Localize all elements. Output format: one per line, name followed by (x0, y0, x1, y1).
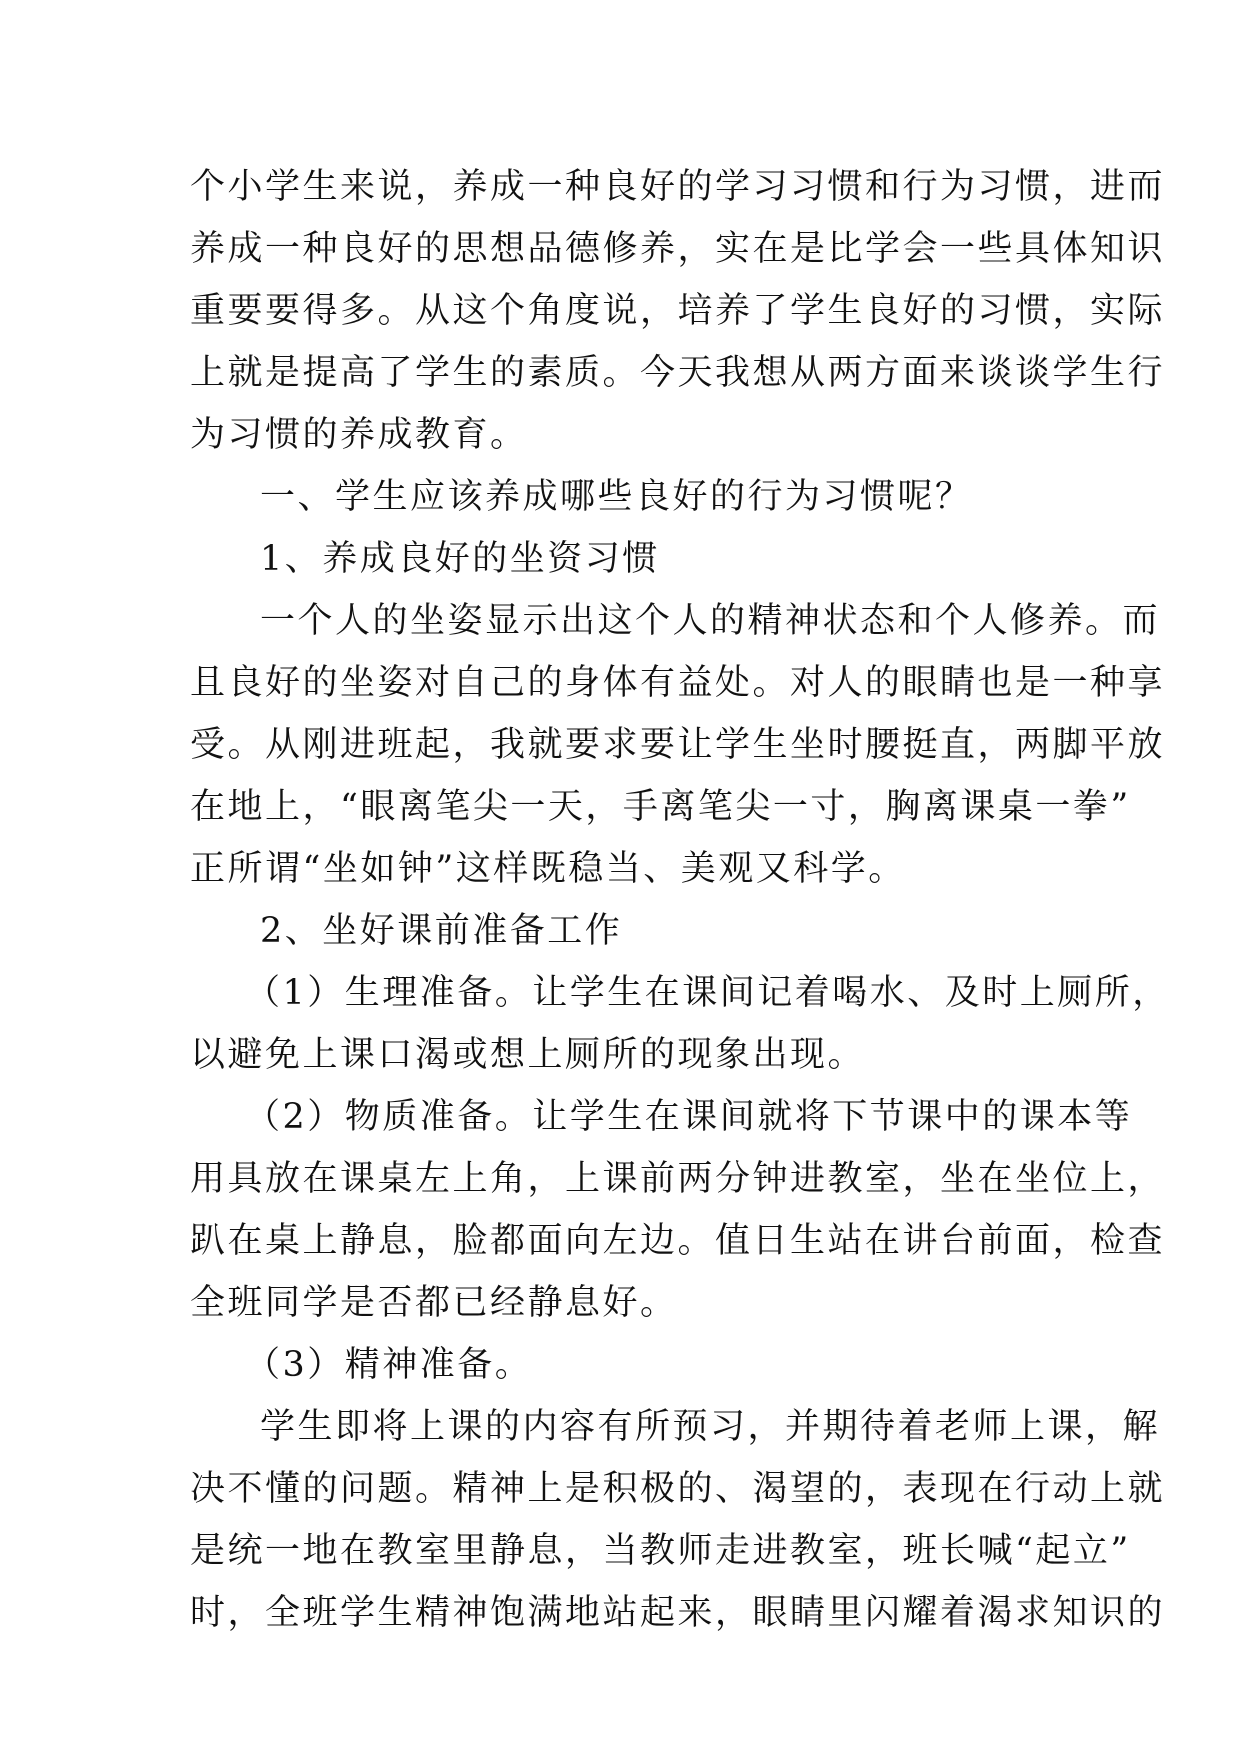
text-line: 正所谓“坐如钟”这样既稳当、美观又科学。 (190, 849, 906, 889)
section-heading: 一、学生应该养成哪些良好的行为习惯呢？ (260, 477, 973, 517)
list-item: （2）物质准备。让学生在课间就将下节课中的课本等 (245, 1097, 1133, 1137)
text-line: 学生即将上课的内容有所预习，并期待着老师上课，解 (260, 1407, 1161, 1447)
text-line: 是统一地在教室里静息，当教师走进教室，班长喊“起立” (190, 1531, 1131, 1571)
text-line: 全班同学是否都已经静息好。 (190, 1283, 678, 1323)
text-line: 受。从刚进班起，我就要求要让学生坐时腰挺直，两脚平放 (190, 725, 1166, 765)
text-line: 一个人的坐姿显示出这个人的精神状态和个人修养。而 (260, 601, 1161, 641)
list-item: （3）精神准备。 (245, 1345, 533, 1385)
text-line: 决不懂的问题。精神上是积极的、渴望的，表现在行动上就 (190, 1469, 1166, 1509)
text-line: 养成一种良好的思想品德修养，实在是比学会一些具体知识 (190, 229, 1166, 269)
text-line: 重要要得多。从这个角度说，培养了学生良好的习惯，实际 (190, 291, 1166, 331)
text-line: 在地上，“眼离笔尖一天，手离笔尖一寸，胸离课桌一拳” (190, 787, 1131, 827)
text-line: 用具放在课桌左上角，上课前两分钟进教室，坐在坐位上， (190, 1159, 1166, 1199)
list-item: （1）生理准备。让学生在课间记着喝水、及时上厕所， (245, 973, 1170, 1013)
text-line: 以避免上课口渴或想上厕所的现象出现。 (190, 1035, 866, 1075)
subsection-heading: 1、养成良好的坐资习惯 (260, 539, 660, 579)
text-line: 且良好的坐姿对自己的身体有益处。对人的眼睛也是一种享 (190, 663, 1166, 703)
text-line: 趴在桌上静息，脸都面向左边。值日生站在讲台前面，检查 (190, 1221, 1166, 1261)
text-line: 个小学生来说，养成一种良好的学习习惯和行为习惯，进而 (190, 167, 1166, 207)
text-line: 上就是提高了学生的素质。今天我想从两方面来谈谈学生行 (190, 353, 1166, 393)
text-line: 为习惯的养成教育。 (190, 415, 528, 455)
body-text (190, 156, 1170, 1644)
subsection-heading: 2、坐好课前准备工作 (260, 911, 623, 951)
text-line: 时，全班学生精神饱满地站起来，眼睛里闪耀着渴求知识的 (190, 1593, 1166, 1633)
